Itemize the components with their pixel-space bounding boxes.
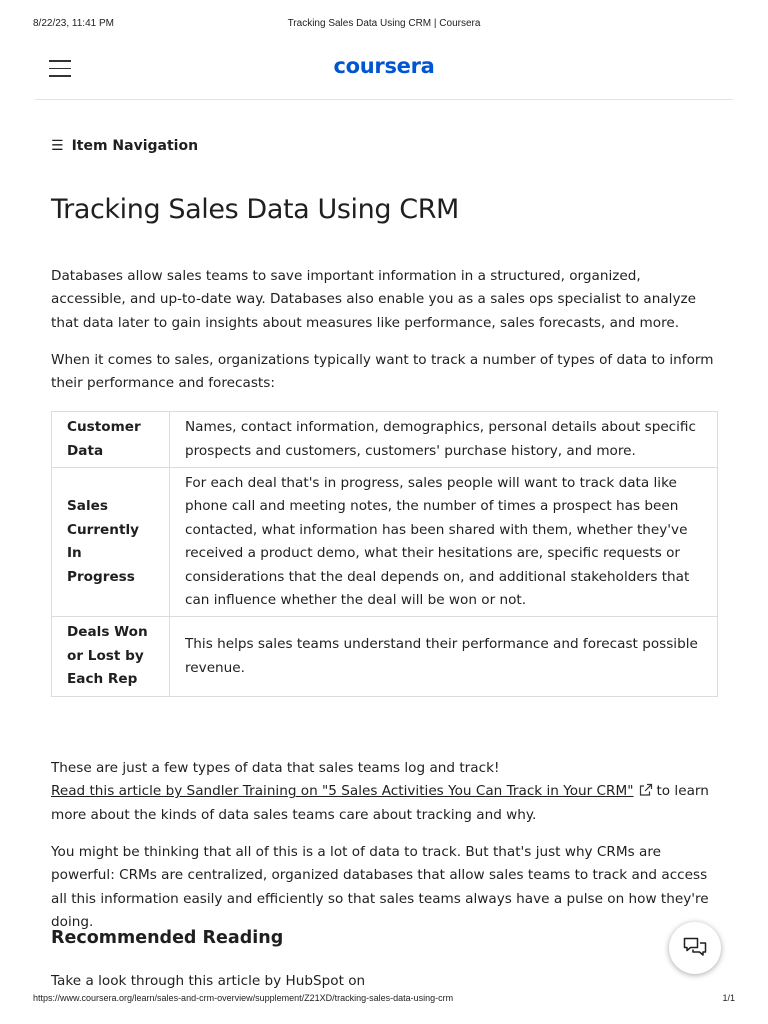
top-navigation-bar xyxy=(35,44,733,100)
page-title: Tracking Sales Data Using CRM xyxy=(51,194,459,225)
table-row xyxy=(52,617,718,696)
print-datetime: 8/22/23, 11:41 PM xyxy=(33,18,114,29)
item-navigation-label: Item Navigation xyxy=(71,138,199,154)
crm-paragraph: You might be thinking that all of this is a lot of data to track. But that's just why CRMs are powerful: CRMs are centralized, organized databases that allow sales teams to track and access all this information easily and efficiently so that sales teams always have a pulse on how they're doing. xyxy=(51,844,709,931)
row-description: Names, contact information, demographics, personal details about specific prospects and customers, customers' purchase history, and more. xyxy=(170,412,718,468)
closing-paragraph xyxy=(51,757,719,827)
chat-icon xyxy=(682,935,708,961)
data-types-paragraph: When it comes to sales, organizations typically want to track a number of types of data to inform their performance and forecasts: xyxy=(51,352,714,392)
table-row xyxy=(52,412,718,468)
intro-paragraph: Databases allow sales teams to save important information in a structured, organized, accessible, and up-to-date way. Databases also enable you as a sales ops specialist to analyze that data later to gain insights about measures like performance, sales forecasts, and more. xyxy=(51,268,696,331)
print-footer xyxy=(33,993,735,1006)
list-icon: ☰ xyxy=(51,138,64,154)
after-link-text: to learn more about the kinds of data sales teams care about tracking and why. xyxy=(51,783,709,823)
row-description: This helps sales teams understand their performance and forecast possible revenue. xyxy=(170,617,718,696)
row-header: Sales Currently In Progress xyxy=(52,468,170,617)
page-number: 1/1 xyxy=(722,993,735,1003)
row-description: For each deal that's in progress, sales people will want to track data like phone call and meeting notes, the number of times a prospect has been contacted, what information has been shared with them, whether they've received a product demo, what their hesitations are, specific requests or considerations that the deal depends on, and additional stakeholders that can influence whether the deal will be won or not. xyxy=(170,468,718,617)
print-url: https://www.coursera.org/learn/sales-and-crm-overview/supplement/Z21XD/tracking-sales-data-using-crm xyxy=(33,993,454,1003)
data-types-table xyxy=(51,411,718,697)
external-link-icon[interactable] xyxy=(639,782,653,796)
print-page-title: Tracking Sales Data Using CRM | Coursera xyxy=(287,18,481,29)
closing-line: These are just a few types of data that sales teams log and track! xyxy=(51,760,500,776)
recommended-reading-heading: Recommended Reading xyxy=(51,928,284,948)
coursera-logo[interactable]: coursera xyxy=(333,54,435,78)
row-header: Deals Won or Lost by Each Rep xyxy=(52,617,170,696)
chat-button[interactable] xyxy=(669,922,721,974)
item-navigation-button[interactable] xyxy=(51,138,198,154)
row-header: Customer Data xyxy=(52,412,170,468)
recommended-reading-text: Take a look through this article by HubSpot on xyxy=(51,973,366,989)
print-header xyxy=(33,18,735,32)
sandler-article-link[interactable]: Read this article by Sandler Training on "5 Sales Activities You Can Track in Your CRM" xyxy=(51,783,634,800)
table-row xyxy=(52,468,718,617)
